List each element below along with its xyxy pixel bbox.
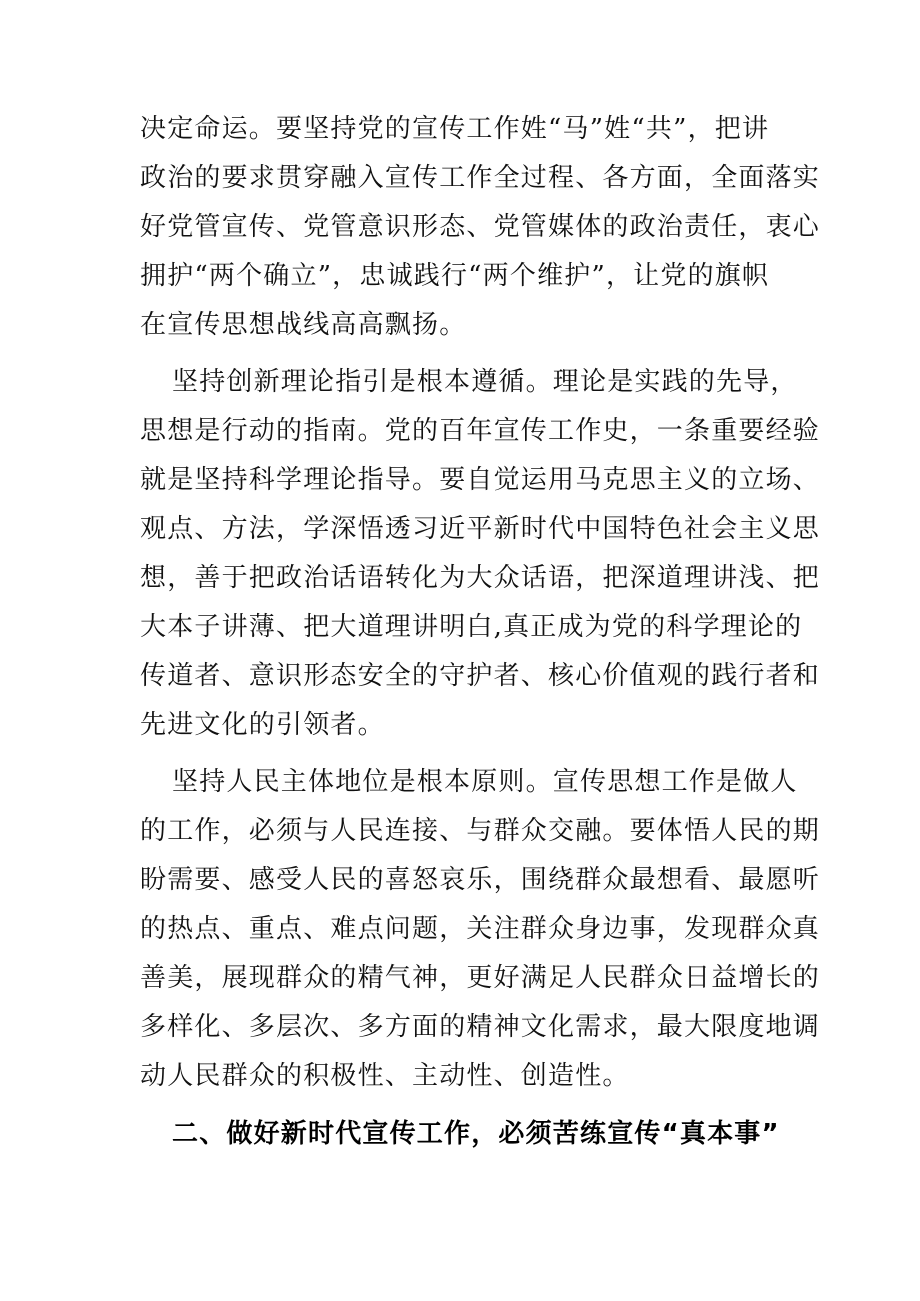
- paragraph-line: 就是坚持科学理论指导。要自觉运用马克思主义的立场、: [140, 465, 821, 495]
- paragraph-line: 先进文化的引领者。: [140, 710, 385, 740]
- paragraph-line: 动人民群众的积极性、主动性、创造性。: [140, 1061, 630, 1091]
- paragraph-line: 多样化、多层次、多方面的精神文化需求，最大限度地调: [140, 1012, 821, 1042]
- paragraph-line: 坚持人民主体地位是根本原则。宣传思想工作是做人: [172, 767, 798, 797]
- paragraph-line: 坚持创新理论指引是根本遵循。理论是实践的先导，: [172, 367, 798, 397]
- paragraph-line: 善美，展现群众的精气神，更好满足人民群众日益增长的: [140, 963, 821, 993]
- paragraph-line: 在宣传思想战线高高飘扬。: [140, 310, 467, 340]
- paragraph-line: 传道者、意识形态安全的守护者、核心价值观的践行者和: [140, 661, 821, 691]
- paragraph-line: 政治的要求贯穿融入宣传工作全过程、各方面，全面落实: [140, 163, 821, 193]
- paragraph-line: 观点、方法，学深悟透习近平新时代中国特色社会主义思: [140, 514, 821, 544]
- paragraph-line: 决定命运。要坚持党的宣传工作姓“马”姓“共”，把讲: [140, 114, 770, 144]
- paragraph-line: 好党管宣传、党管意识形态、党管媒体的政治责任，衷心: [140, 212, 821, 242]
- paragraph-line: 盼需要、感受人民的喜怒哀乐，围绕群众最想看、最愿听: [140, 865, 821, 895]
- paragraph-line: 拥护“两个确立”，忠诚践行“两个维护”，让党的旗帜: [140, 261, 770, 291]
- paragraph-line: 的热点、重点、难点问题，关注群众身边事，发现群众真: [140, 914, 821, 944]
- section-heading: 二、做好新时代宣传工作，必须苦练宣传“真本事”: [172, 1119, 780, 1149]
- paragraph-line: 想，善于把政治话语转化为大众话语，把深道理讲浅、把: [140, 563, 821, 593]
- paragraph-line: 大本子讲薄、把大道理讲明白,真正成为党的科学理论的: [140, 612, 803, 642]
- paragraph-line: 思想是行动的指南。党的百年宣传工作史，一条重要经验: [140, 416, 821, 446]
- paragraph-line: 的工作，必须与人民连接、与群众交融。要体悟人民的期: [140, 816, 821, 846]
